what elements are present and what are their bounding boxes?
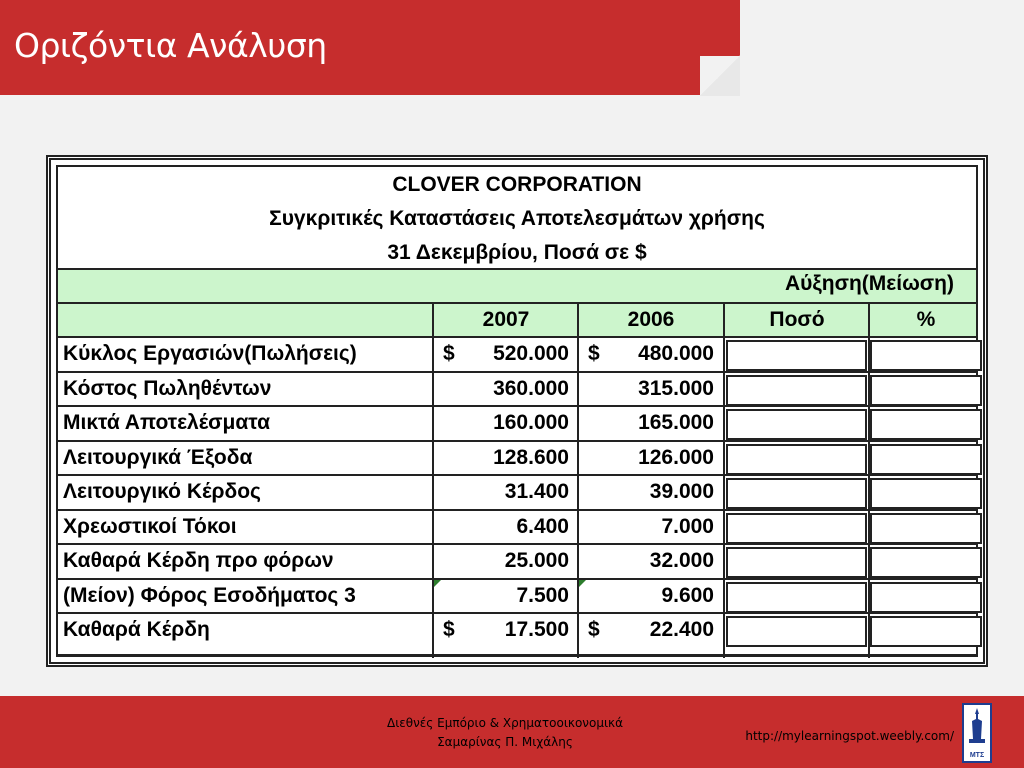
value-text: 31.400 [504,480,569,503]
row-label: Καθαρά Κέρδη [63,618,210,641]
slide-title: Οριζόντια Ανάλυση [14,26,327,65]
statue-icon [964,705,990,745]
percent-cell[interactable] [870,547,982,578]
footer-author: Σαμαρίνας Π. Μιχάλης [437,735,573,749]
table-bottom-line [58,654,976,656]
value-text: 7.500 [516,583,569,607]
percent-cell[interactable] [870,375,982,406]
currency-symbol: $ [588,342,600,365]
footer-bar [0,696,1024,768]
col-2006: 2006 [627,308,675,331]
value-text: 126.000 [638,445,714,469]
banner-fold [700,56,740,96]
row-label: Λειτουργικό Κέρδος [63,480,261,503]
value-text: 25.000 [504,549,569,572]
col-2007-border [432,302,579,658]
amount-cell[interactable] [726,409,867,440]
amount-cell[interactable] [726,582,867,613]
footer-credits [300,714,710,752]
statement-subtitle: Συγκριτικές Καταστάσεις Αποτελεσμάτων χρήσης [269,207,765,230]
value-text: 9.600 [661,583,714,607]
row-label: Χρεωστικοί Τόκοι [63,514,237,538]
value-text: 7.000 [661,514,714,538]
percent-cell[interactable] [870,582,982,613]
value-text: 32.000 [649,549,714,572]
currency-symbol: $ [588,618,600,641]
footer-url-link[interactable]: http://mylearningspot.weebly.com/ [745,729,954,743]
amount-cell[interactable] [726,616,867,647]
logo-letters: ΜΤΣ [969,752,985,759]
company-name: CLOVER CORPORATION [392,173,642,196]
col-2007: 2007 [482,308,530,331]
increase-decrease-header: Αύξηση(Μείωση) [785,272,954,295]
row-label: Κύκλος Εργασιών(Πωλήσεις) [63,342,357,365]
value-text: 17.500 [504,618,569,641]
percent-cell[interactable] [870,616,982,647]
col-percent: % [916,308,936,331]
row-label: Μικτά Αποτελέσματα [63,411,271,434]
row-label: Καθαρά Κέρδη προ φόρων [63,549,334,572]
row-label: Λειτουργικά Έξοδα [63,445,253,469]
value-text: 360.000 [493,376,569,400]
col-2006-border [577,302,725,658]
value-text: 520.000 [493,342,569,365]
percent-cell[interactable] [870,513,982,544]
row-label: (Μείον) Φόρος Εσοδήματος 3 [63,583,356,607]
institution-logo [962,703,992,763]
value-text: 39.000 [649,480,714,503]
footer-course: Διεθνές Εμπόριο & Χρηματοοικονομικά [386,716,624,730]
date-line: 31 Δεκεμβρίου, Ποσά σε $ [387,241,647,264]
col-divider [868,302,870,658]
percent-cell[interactable] [870,340,982,371]
amount-cell[interactable] [726,375,867,406]
table-inner [56,165,978,657]
value-text: 480.000 [638,342,714,365]
value-text: 165.000 [638,411,714,434]
value-text: 6.400 [516,514,569,538]
row-label: Κόστος Πωληθέντων [63,376,272,400]
value-text: 128.600 [493,445,569,469]
percent-cell[interactable] [870,444,982,475]
col-amount: Ποσό [769,308,825,331]
value-text: 160.000 [493,411,569,434]
value-text: 22.400 [649,618,714,641]
percent-cell[interactable] [870,478,982,509]
amount-cell[interactable] [726,547,867,578]
amount-cell[interactable] [726,478,867,509]
income-statement-table [46,155,988,667]
amount-cell[interactable] [726,513,867,544]
amount-cell[interactable] [726,340,867,371]
amount-cell[interactable] [726,444,867,475]
currency-symbol: $ [443,618,455,641]
increase-header-row [58,268,976,302]
value-text: 315.000 [638,376,714,400]
percent-cell[interactable] [870,409,982,440]
currency-symbol: $ [443,342,455,365]
